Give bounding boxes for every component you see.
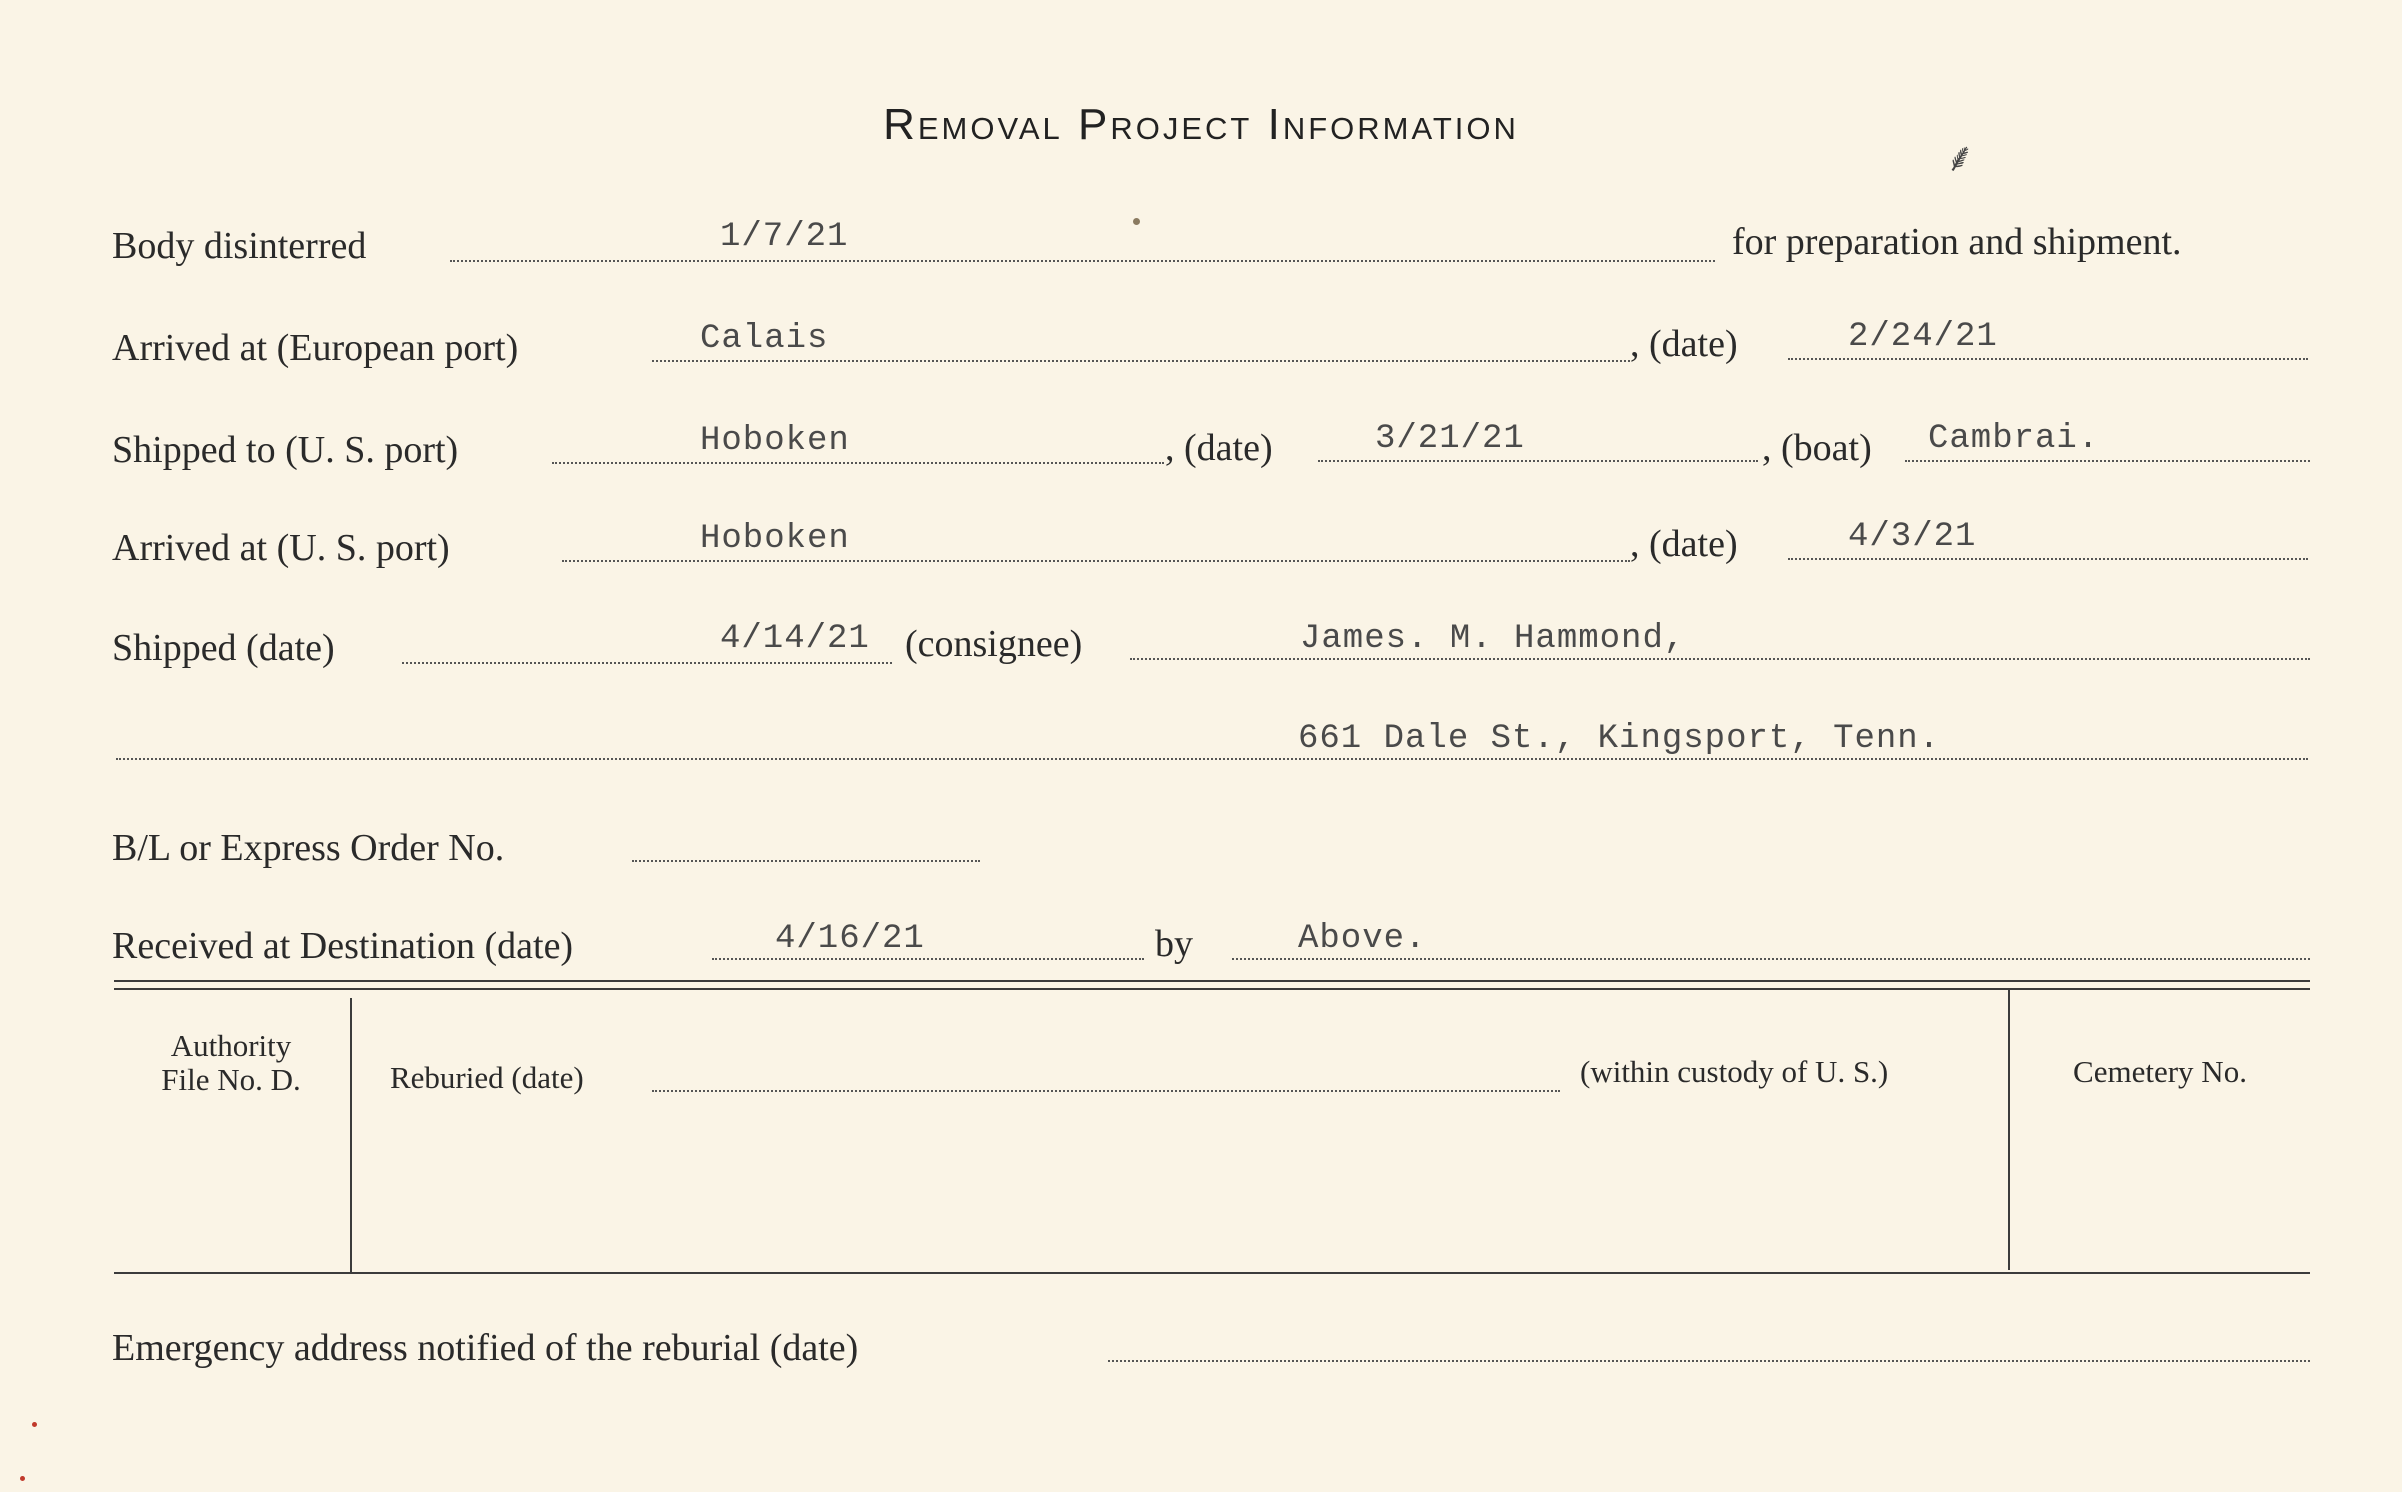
received-line — [712, 958, 1144, 960]
arrived-europe-date-label: , (date) — [1630, 323, 1738, 365]
consignee-address: 661 Dale St., Kingsport, Tenn. — [1298, 720, 1941, 758]
arrived-us-label: Arrived at (U. S. port) — [112, 527, 450, 569]
red-speck — [20, 1476, 25, 1481]
shipped-to-line — [552, 462, 1164, 464]
table-top-rule — [114, 980, 2310, 982]
arrived-us-line — [562, 560, 1630, 562]
shipped-to-boat: Cambrai. — [1928, 420, 2100, 458]
shipped-to-boat-label: , (boat) — [1762, 427, 1872, 469]
emergency-label: Emergency address notified of the reburial (date) — [112, 1327, 859, 1369]
arrived-europe-line — [652, 360, 1630, 362]
bl-label: B/L or Express Order No. — [112, 827, 505, 869]
cemetery-label: Cemetery No. — [2073, 1054, 2247, 1089]
arrived-us-date: 4/3/21 — [1848, 518, 1977, 556]
shipped-date: 4/14/21 — [720, 620, 870, 658]
shipped-to-date-label: , (date) — [1165, 427, 1273, 469]
card-title: Removal Project Information — [883, 100, 1519, 149]
reburied-line — [652, 1090, 1560, 1092]
arrived-europe-date: 2/24/21 — [1848, 318, 1998, 356]
address-line — [116, 758, 2308, 760]
received-label: Received at Destination (date) — [112, 925, 574, 967]
emergency-line — [1108, 1360, 2310, 1362]
arrived-us-date-label: , (date) — [1630, 523, 1738, 565]
authority-label-line2: File No. D. — [161, 1062, 301, 1097]
consignee-line — [1130, 658, 2310, 660]
table-divider-right — [2008, 990, 2010, 1270]
bl-line — [632, 860, 980, 862]
arrived-europe-date-line — [1788, 358, 2308, 360]
authority-label-line1: Authority — [170, 1028, 292, 1063]
custody-label: (within custody of U. S.) — [1580, 1054, 1889, 1089]
arrived-europe-port: Calais — [700, 320, 829, 358]
ink-speck — [1133, 218, 1140, 225]
disinterred-label: Body disinterred — [112, 225, 367, 267]
disinterred-value: 1/7/21 — [720, 218, 849, 256]
table-bottom-rule — [114, 1272, 2310, 1274]
shipped-line — [402, 662, 892, 664]
table-top-rule-double — [114, 988, 2310, 990]
consignee-label: (consignee) — [905, 623, 1083, 665]
received-date: 4/16/21 — [775, 920, 925, 958]
arrived-us-port: Hoboken — [700, 520, 850, 558]
arrived-us-date-line — [1788, 558, 2308, 560]
shipped-label: Shipped (date) — [112, 627, 335, 669]
disinterred-line — [450, 260, 1715, 262]
received-by-line — [1232, 958, 2310, 960]
arrived-europe-label: Arrived at (European port) — [112, 327, 519, 369]
shipped-to-date-line — [1318, 460, 1758, 462]
red-speck — [32, 1422, 37, 1427]
disinterred-suffix: for preparation and shipment. — [1732, 221, 2182, 263]
reburied-label: Reburied (date) — [390, 1060, 584, 1095]
table-divider-left — [350, 998, 352, 1272]
shipped-to-port: Hoboken — [700, 422, 850, 460]
received-by: Above. — [1298, 920, 1427, 958]
consignee-name: James. M. Hammond, — [1300, 620, 1686, 658]
pencil-mark: ⸙ — [1945, 135, 1975, 181]
shipped-to-label: Shipped to (U. S. port) — [112, 429, 459, 471]
shipped-to-boat-line — [1905, 460, 2310, 462]
shipped-to-date: 3/21/21 — [1375, 420, 1525, 458]
received-by-label: by — [1155, 923, 1193, 965]
